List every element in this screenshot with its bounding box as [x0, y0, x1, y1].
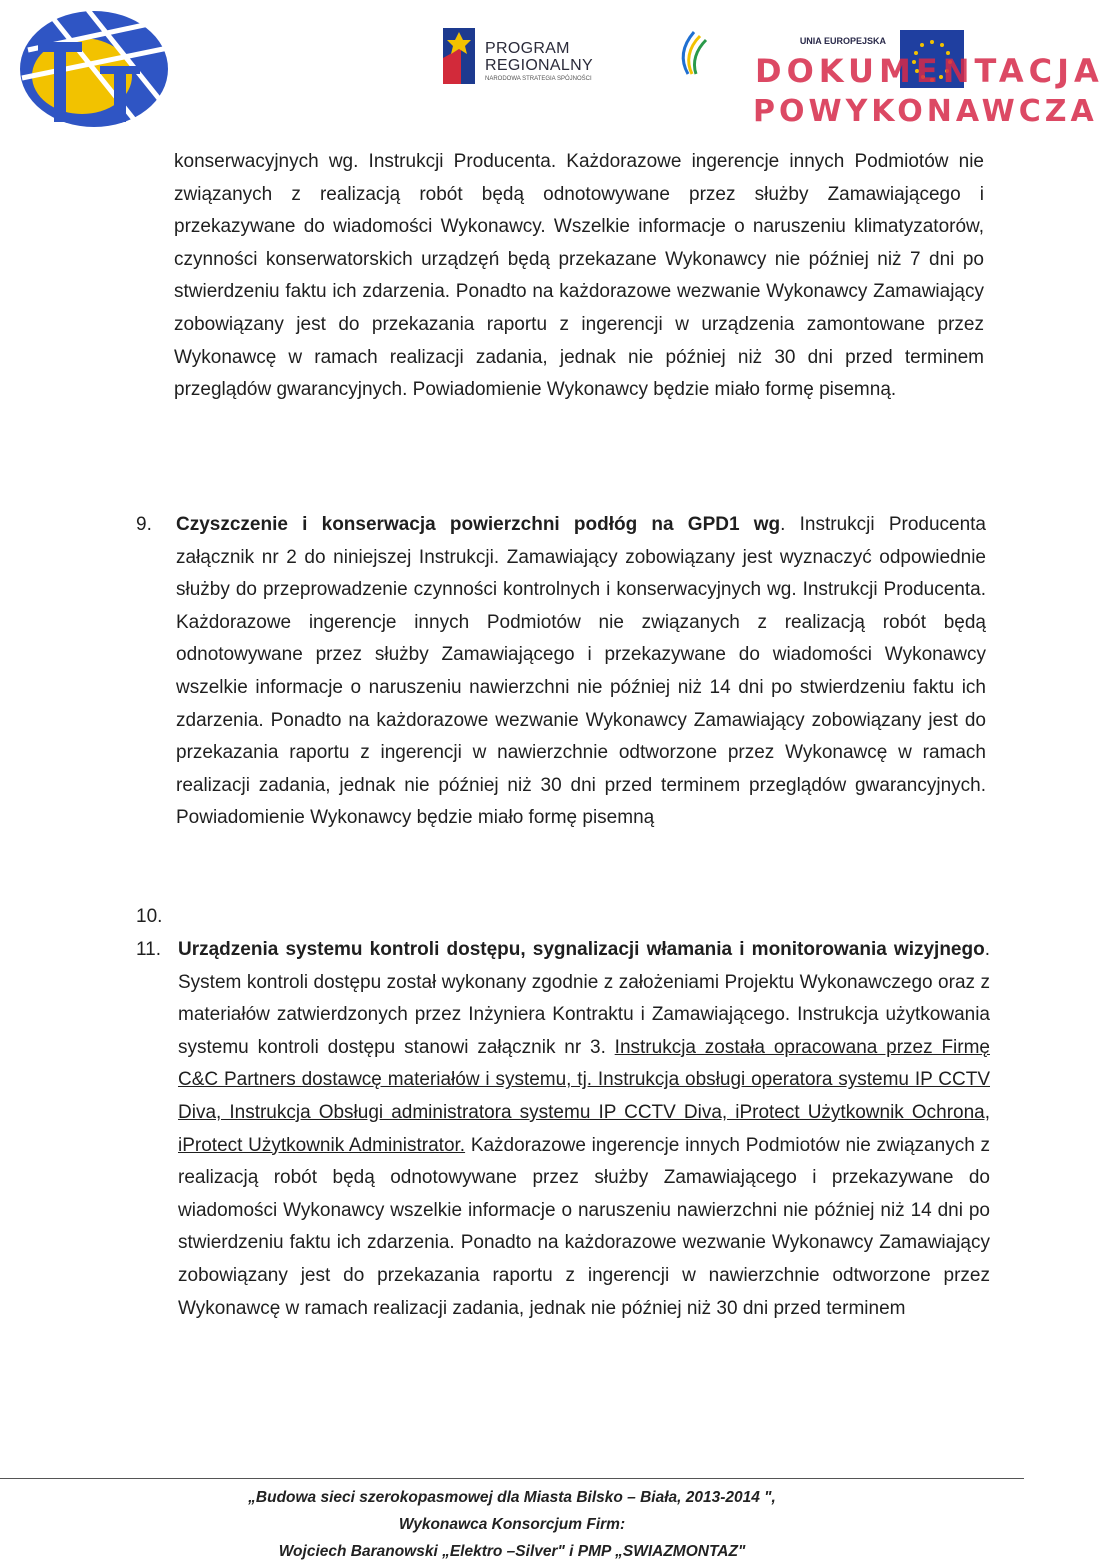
- list-item-11-underlined: Instrukcja została opracowana przez Firmę C&C Partners dostawcę materiałów i systemu, tj. Instrukcja obsługi operatora systemu IP CCTV Diva, Instrukcja Obsługi administratora systemu IP CCTV Diva, iProtect Użytkownik Ochrona, iProtect Użytkownik Administrator.: [178, 1036, 990, 1156]
- list-item-11-text-b: Każdorazowe ingerencje innych Podmiotów nie związanych z realizacją robót będą odnotowywane przez służby Zamawiającego i przekazywane do wiadomości Wykonawcy wszelkie informacje o naruszeniu nawierzchni nie później niż 14 dni po stwierdzeniu faktu ich zdarzenia. Ponadto na każdorazowe wezwanie Wykonawcy Zamawiający zobowiązany jest do przekazania raportu z ingerencji w nawierzchnie odtworzone przez Wykonawcę w ramach realizacji zadania, jednak nie później niż 30 dni przed terminem: [178, 1134, 990, 1319]
- company-logo-icon: [18, 8, 170, 130]
- list-number-11: 11.: [136, 939, 162, 960]
- list-item-11-text-a: . System kontroli dostępu został wykonany zgodnie z założeniami Projektu Wykonawczego oraz z materiałów zatwierdzonych przez Inżyniera Kontraktu i Zamawiającego. Instrukcja użytkowania systemu kontroli dostępu stanowi załącznik nr 3.: [178, 939, 990, 1058]
- eu-label: UNIA EUROPEJSKA: [799, 36, 886, 46]
- footer-contractor-label: Wykonawca Konsorcjum Firm:: [398, 1516, 626, 1533]
- list-item-9-heading: Czyszczenie i konserwacja powierzchni podłóg na GPD1 wg: [176, 514, 781, 535]
- stamp-line1: DOKUMENTACJA: [755, 52, 1104, 90]
- list-number-10: 10.: [136, 906, 163, 927]
- program-flag-icon: [443, 28, 475, 84]
- list-item-11-heading: Urządzenia systemu kontroli dostępu, sygnalizacji włamania i monitorowania wizyjnego: [178, 939, 985, 960]
- program-title-line1: PROGRAM: [485, 40, 570, 57]
- program-regionalny-logo: [443, 28, 643, 88]
- list-number-9: 9.: [136, 514, 152, 535]
- program-title-line2: REGIONALNY: [485, 57, 593, 74]
- program-subtitle: NARODOWA STRATEGIA SPÓJNOŚCI: [485, 76, 592, 82]
- list-item-9-text: . Instrukcji Producenta załącznik nr 2 do niniejszej Instrukcji. Zamawiający zobowiązany jest wyznaczyć odpowiednie służby do przeprowadzenie czynności kontrolnych i konserwacyjnych wg. Instrukcji Producenta. Każdorazowe ingerencje innych Podmiotów nie związanych z realizacją robót będą odnotowywane przez służby Zamawiającego i przekazywane do wiadomości Wykonawcy wszelkie informacje o naruszeniu nawierzchni nie później niż 14 dni po stwierdzeniu faktu ich zdarzenia. Ponadto na każdorazowe wezwanie Wykonawcy Zamawiający zobowiązany jest do przekazania raportu z ingerencji w nawierzchnie odtworzone przez Wykonawcę w ramach realizacji zadania, jednak nie później niż 30 dni przed terminem przeglądów gwarancyjnych. Powiadomienie Wykonawcy będzie miało formę pisemną: [176, 514, 986, 829]
- list-item-9: [176, 509, 986, 835]
- regional-emblem-icon: [668, 30, 712, 86]
- paragraph-continuation: konserwacyjnych wg. Instrukcji Producenta. Każdorazowe ingerencje innych Podmiotów nie związanych z realizacją robót będą odnotowywane przez służby Zamawiającego i przekazywane do wiadomości Wykonawcy. Wszelkie informacje o naruszeniu klimatyzatorów, czynności konserwatorskich urządzęń będą przekazane Wykonawcy nie później niż 7 dni po stwierdzeniu faktu ich zdarzenia. Ponadto na każdorazowe wezwanie Wykonawcy Zamawiający zobowiązany jest do przekazania raportu z ingerencji w urządzenia zamontowane przez Wykonawcę w ramach realizacji zadania, jednak nie później niż 30 dni przed terminem przeglądów gwarancyjnych. Powiadomienie Wykonawcy będzie miało formę pisemną.: [174, 151, 984, 401]
- page-footer: [0, 1484, 1024, 1565]
- footer-project-title: „Budowa sieci szerokopasmowej dla Miasta Bilsko – Biała, 2013-2014 ",: [248, 1489, 776, 1506]
- stamp-line2: POWYKONAWCZA: [753, 94, 1098, 129]
- footer-divider: [0, 1478, 1024, 1479]
- footer-contractor-names: Wojciech Baranowski „Elektro –Silver" i PMP „SWIAZMONTAZ": [278, 1543, 746, 1560]
- list-item-11: [178, 934, 990, 1325]
- page-header: [0, 0, 1104, 150]
